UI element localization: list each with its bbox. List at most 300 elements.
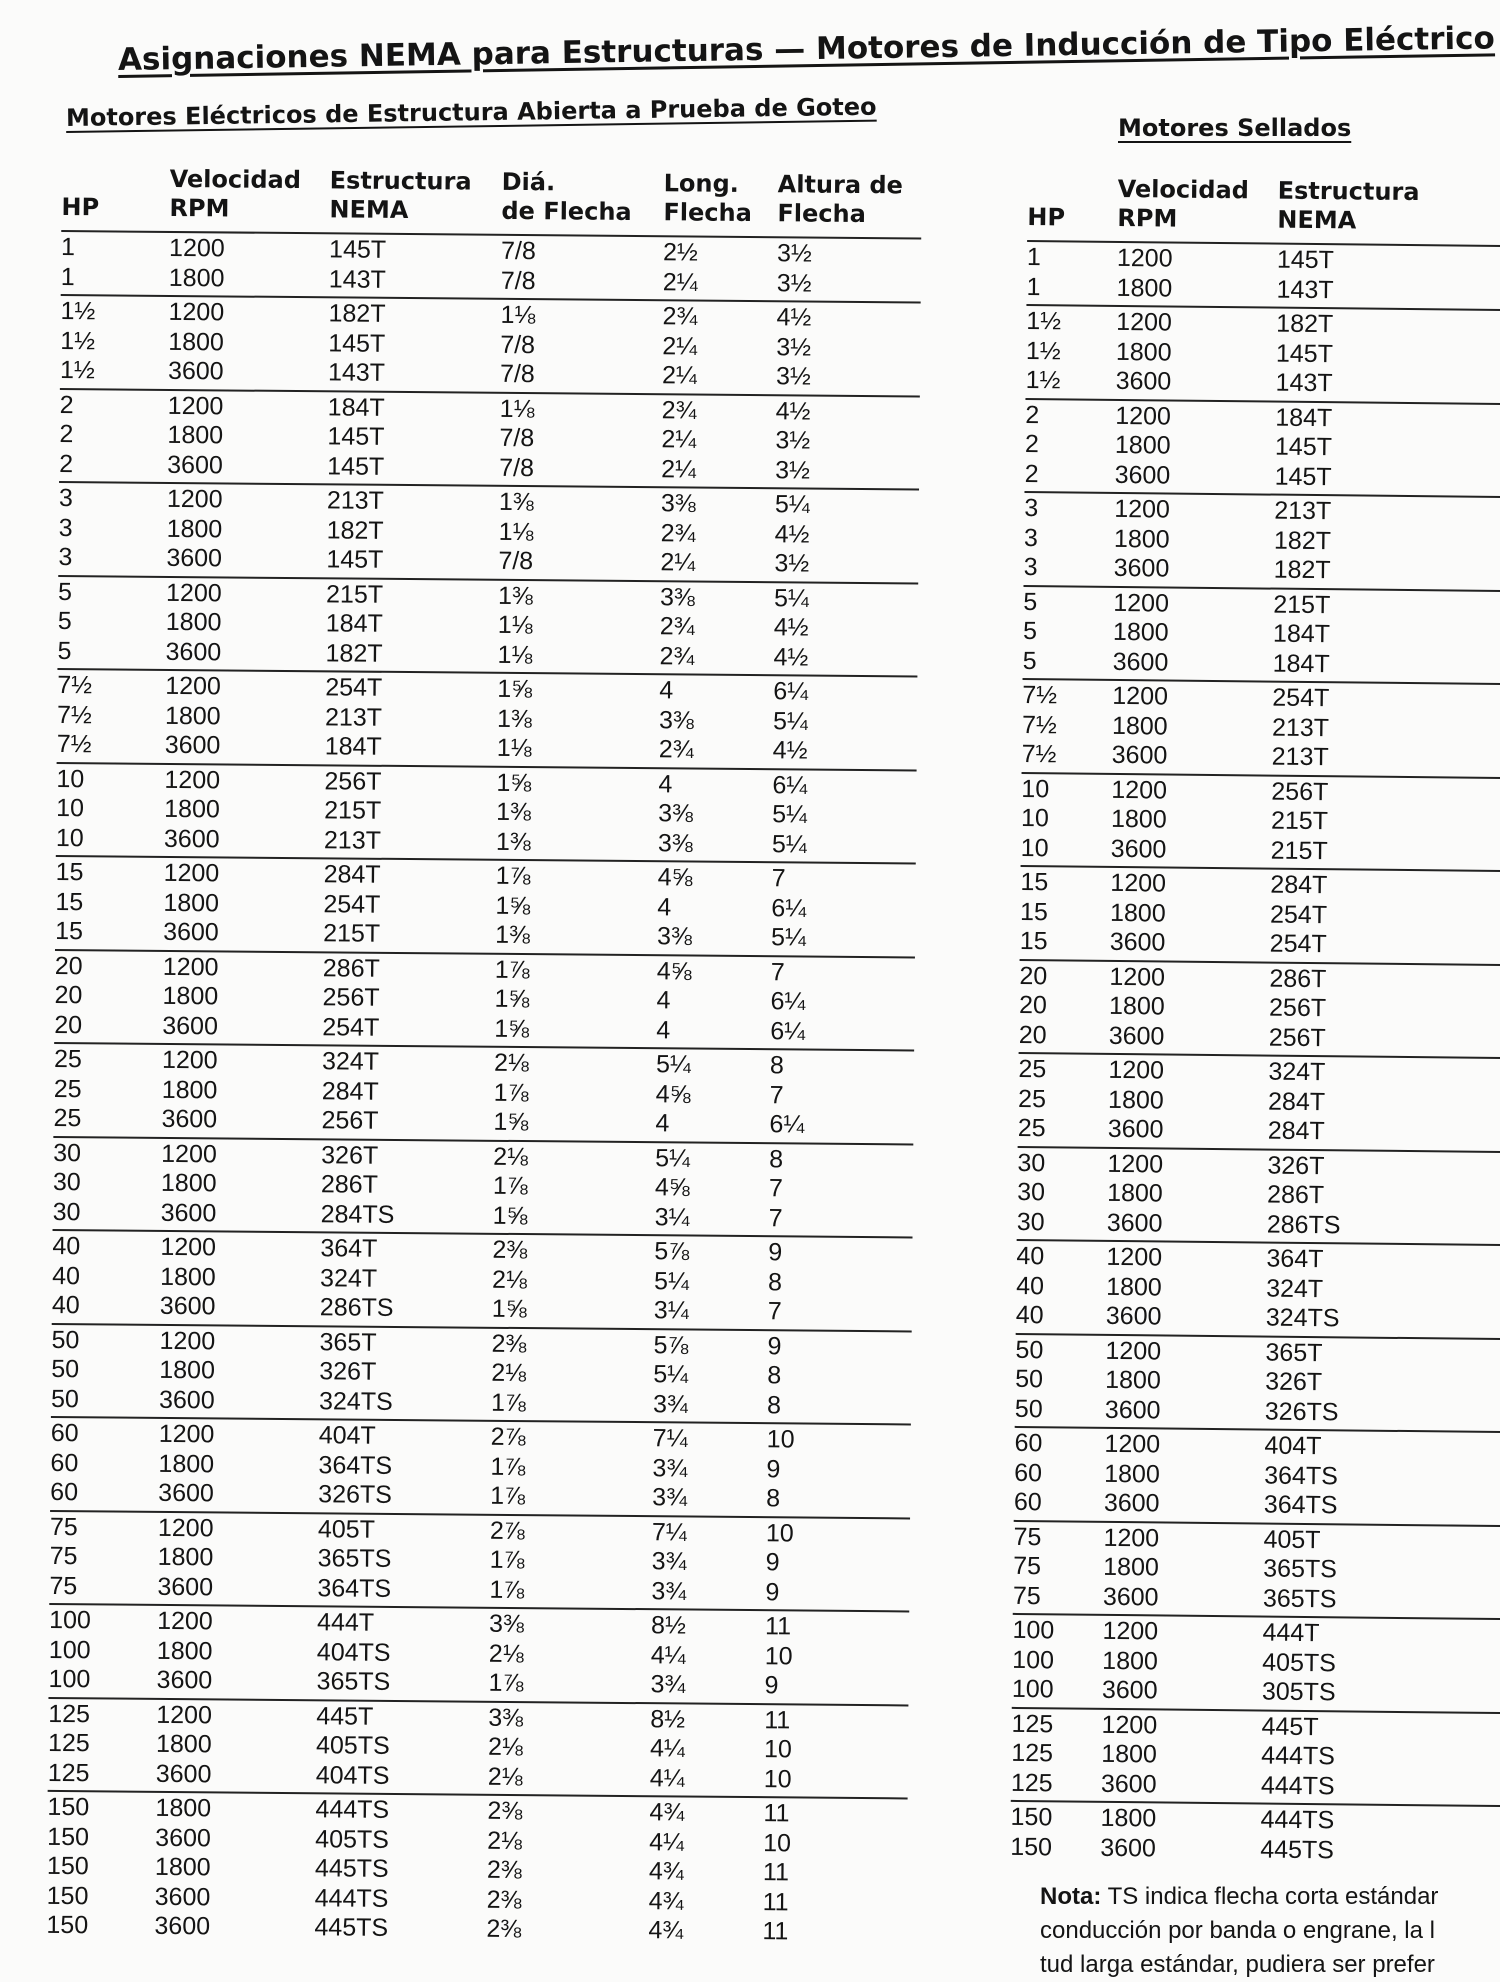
hp-cell: 3 — [1023, 523, 1039, 552]
nema-frame-cell: 145T — [328, 235, 387, 264]
shaft-height-cell: 4½ — [772, 736, 808, 765]
nema-frame-cell: 256T — [1271, 777, 1329, 806]
hp-cell: 60 — [1013, 1487, 1042, 1517]
hp-group — [61, 230, 922, 302]
hp-cell: 15 — [1019, 897, 1049, 926]
nema-frame-cell: 305TS — [1261, 1677, 1336, 1707]
shaft-length-cell: 3¼ — [654, 1202, 690, 1232]
shaft-diameter-cell: 1⅛ — [500, 300, 536, 330]
open-table-body — [46, 230, 921, 1950]
nema-frame-cell: 444TS — [1261, 1741, 1336, 1771]
shaft-length-cell: 2¼ — [661, 454, 697, 484]
shaft-length-cell: 4¼ — [649, 1763, 685, 1792]
rpm-cell: 1200 — [163, 858, 220, 888]
shaft-length-cell: 4¾ — [649, 1798, 685, 1827]
nema-frame-cell: 284TS — [320, 1199, 395, 1229]
hp-cell: 75 — [1013, 1522, 1042, 1551]
rpm-cell: 3600 — [1105, 1301, 1162, 1331]
hp-group — [48, 1603, 909, 1704]
shaft-diameter-cell: 2⅛ — [487, 1762, 523, 1791]
nema-frame-cell: 445TS — [1260, 1835, 1335, 1864]
hp-group — [57, 574, 918, 675]
hp-cell: 7½ — [1021, 739, 1057, 769]
nema-frame-cell: 254T — [1272, 683, 1330, 713]
shaft-diameter-cell: 1⅝ — [497, 674, 533, 704]
shaft-diameter-cell: 2⅜ — [487, 1796, 523, 1826]
hp-cell: 40 — [1016, 1271, 1045, 1300]
rpm-cell: 1800 — [1112, 617, 1169, 647]
nema-frame-cell: 213T — [323, 825, 382, 855]
rpm-cell: 1800 — [1116, 273, 1173, 303]
shaft-length-cell: 2¼ — [662, 331, 698, 361]
footnote — [1040, 1880, 1500, 1982]
nema-frame-cell: 284T — [1267, 1116, 1325, 1146]
shaft-height-cell: 6¼ — [770, 1016, 806, 1046]
hp-cell: 1½ — [1026, 306, 1062, 336]
shaft-diameter-cell: 1⅞ — [495, 861, 531, 891]
hp-group — [56, 761, 917, 862]
sealed-table-header — [1027, 156, 1500, 245]
hp-cell: 2 — [59, 449, 74, 478]
hp-cell: 150 — [46, 1851, 89, 1881]
hp-cell: 30 — [52, 1167, 81, 1197]
shaft-height-cell: 3½ — [774, 549, 810, 578]
shaft-diameter-cell: 7/8 — [500, 330, 536, 359]
nema-frame-cell: 286T — [322, 953, 380, 983]
footnote-line: conducción por banda o engrane, la l — [1040, 1917, 1435, 1944]
shaft-diameter-cell: 1⅞ — [489, 1575, 525, 1604]
shaft-diameter-cell: 3⅜ — [488, 1703, 524, 1732]
rpm-cell: 1800 — [154, 1852, 211, 1882]
rpm-cell: 3600 — [1100, 1769, 1157, 1798]
nema-frame-cell: 215T — [1270, 836, 1328, 865]
shaft-length-cell: 4⅝ — [657, 863, 693, 892]
shaft-diameter-cell: 1⅜ — [496, 797, 532, 827]
hp-cell: 50 — [1015, 1364, 1044, 1394]
table-row — [1018, 1114, 1500, 1149]
hp-cell: 40 — [52, 1261, 81, 1290]
sealed-motors-section-title: Motores Sellados — [1118, 114, 1352, 142]
footnote-line: tud larga estándar, pudiera ser prefer — [1040, 1951, 1435, 1978]
open-drip-proof-table — [46, 146, 922, 1950]
hp-cell: 3 — [1024, 493, 1039, 523]
shaft-diameter-cell: 1⅜ — [495, 920, 531, 950]
rpm-cell: 1200 — [1104, 1429, 1161, 1459]
rpm-cell: 1200 — [168, 233, 225, 263]
hp-cell: 60 — [50, 1477, 79, 1507]
shaft-height-cell: 6¼ — [772, 770, 808, 800]
hp-group — [1017, 1145, 1500, 1244]
shaft-diameter-cell: 2⅜ — [486, 1855, 522, 1885]
rpm-cell: 3600 — [1111, 740, 1168, 770]
hp-cell: 2 — [1025, 400, 1040, 429]
hp-cell: 2 — [59, 390, 74, 419]
hp-cell: 125 — [1011, 1709, 1054, 1738]
nema-frame-cell: 324T — [320, 1263, 378, 1293]
rpm-cell: 3600 — [1115, 366, 1172, 396]
rpm-cell: 3600 — [1107, 1114, 1164, 1144]
shaft-diameter-cell: 1⅜ — [497, 581, 533, 610]
hp-cell: 150 — [47, 1792, 90, 1822]
shaft-length-cell: 8½ — [650, 1611, 687, 1640]
hp-cell: 150 — [46, 1881, 89, 1910]
nema-frame-cell: 286T — [320, 1170, 379, 1199]
hp-cell: 5 — [1022, 646, 1037, 675]
table-row — [1011, 1768, 1500, 1803]
table-row — [48, 1665, 908, 1702]
hp-group — [55, 855, 916, 956]
shaft-length-cell: 2¼ — [661, 425, 697, 454]
shaft-diameter-cell: 2⅛ — [491, 1358, 527, 1388]
nema-frame-cell: 145T — [328, 328, 386, 358]
shaft-height-cell: 3½ — [775, 362, 811, 391]
shaft-height-cell: 10 — [763, 1735, 792, 1764]
hp-group — [1024, 397, 1500, 496]
shaft-height-cell: 9 — [767, 1331, 782, 1360]
shaft-height-cell: 4½ — [773, 613, 809, 642]
shaft-diameter-cell: 1⅛ — [499, 394, 535, 423]
nema-frame-cell: 445T — [1261, 1712, 1319, 1741]
nema-frame-cell: 145T — [1274, 462, 1332, 491]
open-motors-section-title: Motores Eléctricos de Estructura Abierta a Prueba de Goteo — [65, 92, 877, 132]
rpm-cell: 3600 — [166, 543, 223, 573]
nema-frame-cell: 444T — [1262, 1618, 1320, 1648]
hp-cell: 7½ — [1021, 710, 1057, 739]
shaft-diameter-cell: 2⅛ — [487, 1732, 523, 1762]
rpm-cell: 1800 — [155, 1729, 212, 1759]
hp-cell: 40 — [1015, 1300, 1044, 1330]
nema-frame-cell: 444TS — [315, 1795, 390, 1824]
rpm-cell: 1800 — [1114, 430, 1171, 460]
nema-frame-cell: 184T — [1272, 649, 1330, 678]
rpm-cell: 1800 — [165, 607, 222, 637]
rpm-cell: 1200 — [164, 765, 221, 794]
hp-cell: 1½ — [59, 355, 95, 385]
rpm-cell: 3600 — [163, 824, 220, 853]
nema-frame-cell: 213T — [1271, 713, 1330, 742]
hp-group — [1024, 491, 1500, 590]
nema-frame-cell: 143T — [327, 358, 386, 387]
hp-cell: 15 — [55, 887, 84, 916]
hp-cell: 100 — [1011, 1674, 1054, 1704]
nema-frame-cell: 404T — [318, 1421, 376, 1450]
header-nema-frame: Estructura NEMA — [329, 166, 472, 225]
hp-cell: 3 — [58, 483, 73, 513]
shaft-length-cell: 4¾ — [648, 1857, 684, 1886]
hp-cell: 1 — [1026, 242, 1041, 272]
hp-cell: 125 — [1011, 1738, 1054, 1768]
shaft-height-cell: 7 — [768, 1203, 783, 1232]
shaft-height-cell: 10 — [764, 1641, 793, 1670]
shaft-diameter-cell: 2⅞ — [490, 1422, 526, 1452]
hp-group — [1010, 1800, 1500, 1869]
hp-cell: 25 — [53, 1103, 82, 1133]
shaft-height-cell: 8 — [767, 1361, 782, 1390]
hp-group — [58, 481, 919, 582]
rpm-cell: 3600 — [167, 450, 223, 479]
rpm-cell: 1200 — [157, 1606, 213, 1636]
nema-frame-cell: 213T — [324, 702, 383, 732]
rpm-cell: 1200 — [1111, 775, 1168, 804]
shaft-height-cell: 9 — [765, 1577, 780, 1606]
table-row — [1026, 272, 1500, 307]
header-shaft-height: Altura de Flecha — [777, 170, 904, 229]
hp-group — [53, 1042, 914, 1143]
hp-cell: 100 — [1012, 1615, 1055, 1645]
shaft-length-cell: 4¾ — [648, 1886, 684, 1915]
nema-frame-cell: 256T — [322, 983, 380, 1012]
shaft-length-cell: 4 — [656, 986, 671, 1015]
hp-cell: 30 — [1017, 1148, 1046, 1177]
hp-group — [1023, 584, 1500, 683]
rpm-cell: 1200 — [168, 297, 225, 327]
nema-frame-cell: 284T — [1270, 870, 1328, 900]
rpm-cell: 1200 — [161, 1045, 218, 1075]
table-row — [48, 1758, 908, 1795]
hp-group — [59, 387, 920, 488]
hp-group — [57, 668, 918, 769]
shaft-length-cell: 2½ — [662, 238, 698, 267]
nema-frame-cell: 145T — [1275, 339, 1334, 368]
rpm-cell: 1200 — [1110, 868, 1167, 898]
rpm-cell: 3600 — [1101, 1675, 1158, 1705]
hp-cell: 2 — [59, 419, 74, 449]
hp-group — [1020, 865, 1500, 964]
nema-frame-cell: 143T — [328, 264, 386, 294]
rpm-cell: 1200 — [159, 1326, 216, 1355]
hp-cell: 10 — [1020, 833, 1049, 862]
header-shaft-length: Long. Flecha — [663, 169, 752, 228]
shaft-length-cell: 7¼ — [652, 1424, 688, 1453]
shaft-length-cell: 5¼ — [653, 1360, 689, 1389]
nema-frame-cell: 254T — [323, 889, 381, 919]
nema-frame-cell: 143T — [1275, 368, 1333, 398]
shaft-diameter-cell: 1⅛ — [498, 517, 534, 546]
hp-cell: 20 — [54, 951, 83, 980]
sealed-table-body — [1010, 240, 1500, 1869]
shaft-length-cell: 4¾ — [648, 1916, 684, 1945]
nema-frame-cell: 286T — [1266, 1180, 1325, 1210]
shaft-height-cell: 7 — [770, 957, 785, 986]
shaft-length-cell: 3¾ — [650, 1670, 686, 1699]
hp-cell: 20 — [1018, 990, 1048, 1020]
nema-frame-cell: 326T — [319, 1357, 377, 1386]
shaft-length-cell: 4⅝ — [656, 956, 692, 986]
hp-cell: 1½ — [60, 296, 96, 326]
rpm-cell: 1200 — [157, 1513, 214, 1542]
nema-frame-cell: 145T — [1276, 245, 1335, 275]
rpm-cell: 3600 — [1109, 927, 1166, 957]
nema-frame-cell: 405T — [1263, 1525, 1321, 1554]
hp-cell: 1 — [60, 262, 75, 291]
hp-cell: 150 — [1010, 1802, 1053, 1832]
rpm-cell: 1800 — [1108, 991, 1165, 1021]
hp-cell: 1½ — [60, 326, 96, 355]
rpm-cell: 1800 — [160, 1168, 217, 1198]
shaft-height-cell: 6¼ — [769, 1110, 805, 1139]
hp-group — [48, 1696, 909, 1797]
rpm-cell: 1800 — [162, 981, 219, 1011]
rpm-cell: 1800 — [1110, 804, 1167, 834]
hp-cell: 1 — [1026, 272, 1041, 301]
hp-cell: 5 — [57, 636, 72, 665]
table-row — [50, 1478, 910, 1515]
hp-cell: 25 — [1018, 1054, 1047, 1084]
table-row — [52, 1291, 912, 1328]
shaft-height-cell: 6¼ — [770, 987, 806, 1016]
shaft-length-cell: 4¼ — [649, 1827, 685, 1856]
nema-frame-cell: 445TS — [314, 1913, 389, 1942]
table-row — [60, 356, 920, 393]
rpm-cell: 1200 — [160, 1232, 217, 1262]
table-row — [57, 730, 917, 767]
shaft-diameter-cell: 1⅝ — [493, 1107, 529, 1137]
table-row — [56, 823, 916, 860]
shaft-diameter-cell: 2⅞ — [489, 1516, 525, 1545]
table-row — [51, 1384, 911, 1421]
nema-frame-cell: 324TS — [318, 1386, 393, 1416]
rpm-cell: 3600 — [1113, 553, 1170, 583]
rpm-cell: 1800 — [1107, 1085, 1164, 1114]
shaft-height-cell: 4½ — [773, 642, 809, 672]
nema-frame-cell: 405T — [317, 1514, 376, 1544]
hp-cell: 25 — [53, 1074, 82, 1103]
hp-cell: 25 — [53, 1044, 82, 1074]
hp-group — [1013, 1519, 1500, 1618]
shaft-length-cell: 8½ — [650, 1704, 686, 1733]
shaft-diameter-cell: 1⅝ — [492, 1201, 528, 1230]
shaft-diameter-cell: 1⅞ — [490, 1452, 526, 1481]
nema-frame-cell: 145T — [327, 451, 385, 481]
shaft-diameter-cell: 1⅞ — [490, 1388, 526, 1417]
shaft-diameter-cell: 1⅜ — [495, 827, 531, 856]
nema-frame-cell: 213T — [1271, 742, 1329, 772]
shaft-height-cell: 3½ — [775, 426, 811, 455]
nema-frame-cell: 143T — [1276, 275, 1334, 304]
shaft-length-cell: 2¼ — [660, 548, 696, 577]
table-row — [53, 1197, 913, 1234]
shaft-diameter-cell: 7/8 — [499, 423, 535, 453]
shaft-length-cell: 3¾ — [652, 1453, 688, 1483]
hp-cell: 40 — [52, 1231, 81, 1261]
rpm-cell: 3600 — [156, 1665, 213, 1695]
shaft-diameter-cell: 2⅜ — [492, 1235, 528, 1265]
rpm-cell: 3600 — [1104, 1395, 1161, 1424]
rpm-cell: 1800 — [155, 1793, 212, 1823]
shaft-length-cell: 3⅜ — [657, 922, 693, 951]
nema-frame-cell: 364TS — [318, 1450, 393, 1480]
nema-frame-cell: 284T — [321, 1076, 379, 1106]
hp-cell: 7½ — [56, 700, 92, 729]
rpm-cell: 3600 — [1100, 1833, 1157, 1862]
nema-frame-cell: 182T — [1273, 555, 1331, 585]
nema-frame-cell: 364TS — [1263, 1490, 1338, 1520]
rpm-cell: 1200 — [1106, 1242, 1163, 1272]
nema-frame-cell: 182T — [328, 299, 386, 328]
hp-group — [1015, 1332, 1500, 1431]
shaft-length-cell: 3⅜ — [658, 705, 694, 735]
rpm-cell: 3600 — [158, 1385, 215, 1414]
hp-cell: 50 — [51, 1354, 80, 1384]
table-row — [1022, 740, 1500, 775]
rpm-cell: 1200 — [1107, 1149, 1164, 1178]
shaft-diameter-cell: 2⅜ — [486, 1914, 522, 1944]
hp-cell: 15 — [55, 916, 84, 946]
rpm-cell: 3600 — [1114, 460, 1171, 490]
nema-frame-cell: 184T — [325, 609, 383, 638]
shaft-height-cell: 11 — [764, 1705, 791, 1734]
rpm-cell: 1800 — [160, 1262, 216, 1291]
nema-frame-cell: 284T — [323, 860, 381, 889]
hp-cell: 10 — [56, 764, 85, 793]
nema-frame-cell: 256T — [321, 1106, 379, 1135]
shaft-diameter-cell: 7/8 — [500, 266, 536, 295]
table-row — [1025, 366, 1500, 401]
header-rpm: Velocidad RPM — [1117, 174, 1250, 233]
shaft-height-cell: 9 — [766, 1454, 781, 1483]
shaft-diameter-cell: 1⅝ — [491, 1294, 527, 1324]
rpm-cell: 3600 — [159, 1291, 216, 1321]
rpm-cell: 1200 — [1116, 307, 1173, 337]
shaft-height-cell: 7 — [768, 1174, 783, 1203]
hp-cell: 2 — [1024, 429, 1040, 459]
shaft-length-cell: 5¼ — [653, 1266, 690, 1296]
nema-frame-cell: 182T — [1276, 309, 1334, 339]
hp-cell: 15 — [1020, 867, 1049, 897]
shaft-height-cell: 5¼ — [774, 490, 810, 519]
rpm-cell: 3600 — [1106, 1208, 1163, 1237]
shaft-height-cell: 10 — [763, 1828, 792, 1857]
sealed-motors-table — [1010, 156, 1500, 1869]
hp-cell: 60 — [1014, 1428, 1043, 1458]
rpm-cell: 3600 — [167, 356, 224, 386]
shaft-length-cell: 3¾ — [652, 1483, 688, 1512]
nema-frame-cell: 256T — [1268, 993, 1327, 1023]
nema-frame-cell: 256T — [1268, 1023, 1326, 1052]
shaft-diameter-cell: 1⅞ — [488, 1668, 524, 1698]
shaft-height-cell: 9 — [765, 1548, 780, 1577]
rpm-cell: 3600 — [157, 1572, 214, 1601]
rpm-cell: 1800 — [1100, 1803, 1157, 1833]
shaft-diameter-cell: 1⅜ — [498, 487, 534, 517]
hp-cell: 30 — [52, 1197, 81, 1226]
hp-cell: 3 — [1023, 552, 1038, 582]
rpm-cell: 1800 — [158, 1449, 215, 1478]
rpm-cell: 1800 — [168, 263, 225, 292]
hp-group — [54, 948, 915, 1049]
nema-frame-cell: 182T — [326, 515, 384, 545]
rpm-cell: 3600 — [1110, 834, 1167, 863]
hp-cell: 150 — [46, 1910, 89, 1940]
shaft-length-cell: 2¾ — [660, 518, 696, 548]
rpm-cell: 1800 — [157, 1542, 214, 1572]
rpm-cell: 3600 — [155, 1759, 212, 1788]
rpm-cell: 1800 — [1115, 337, 1172, 367]
hp-cell: 40 — [51, 1290, 80, 1320]
nema-frame-cell: 184T — [1275, 403, 1333, 432]
nema-frame-cell: 215T — [324, 796, 382, 825]
shaft-height-cell: 11 — [764, 1612, 792, 1641]
hp-cell: 50 — [50, 1384, 80, 1413]
rpm-cell: 3600 — [1103, 1488, 1160, 1518]
hp-group — [1016, 1239, 1500, 1338]
rpm-cell: 1800 — [1111, 711, 1168, 740]
shaft-height-cell: 5¼ — [772, 800, 808, 829]
nema-frame-cell: 404T — [1264, 1431, 1322, 1461]
rpm-cell: 3600 — [155, 1823, 211, 1852]
rpm-cell: 1800 — [163, 888, 220, 917]
hp-cell: 25 — [1017, 1084, 1047, 1113]
